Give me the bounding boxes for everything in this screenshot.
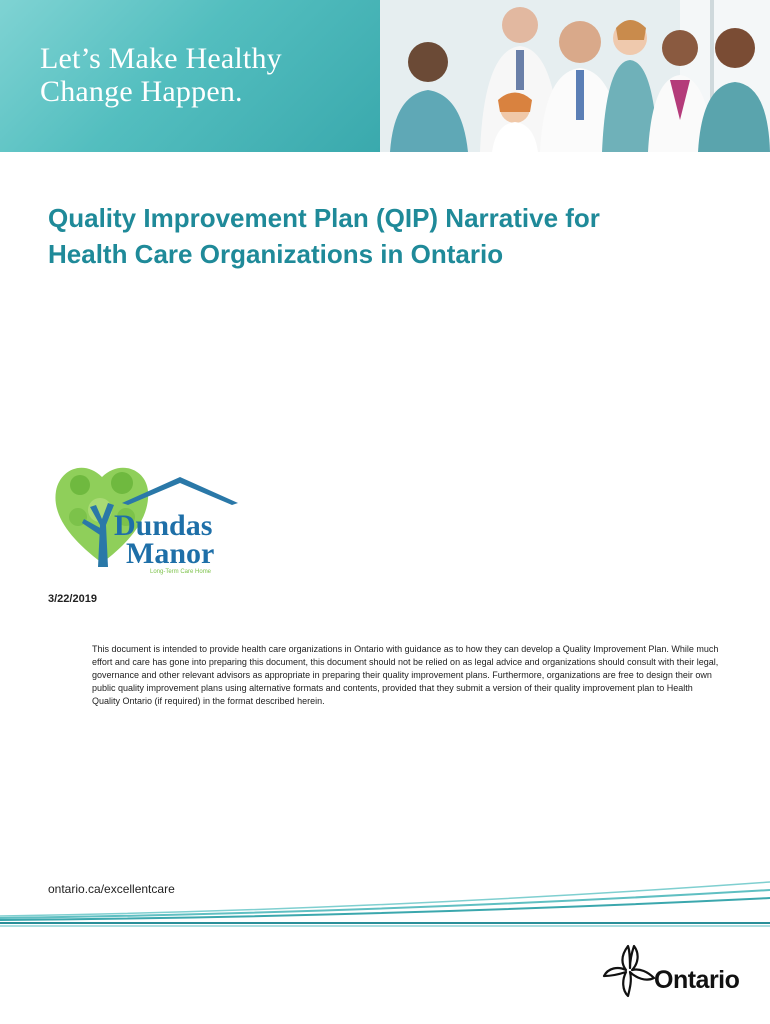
banner-tagline-panel (0, 0, 380, 152)
document-title-line-1: Quality Improvement Plan (QIP) Narrative for (48, 203, 600, 233)
header-banner (0, 0, 770, 152)
document-date: 3/22/2019 (48, 593, 97, 605)
dundas-manor-logo (50, 455, 250, 580)
banner-tagline (40, 42, 282, 108)
document-title (48, 200, 738, 272)
ontario-wordmark: Ontario (654, 966, 740, 994)
document-title-line-2: Health Care Organizations in Ontario (48, 239, 504, 269)
tagline-line-1: Let’s Make Healthy (40, 42, 282, 75)
disclaimer-paragraph: This document is intended to provide health care organizations in Ontario with guidance as to how they can develop a Quality Improvement Plan. While much effort and care has gone into preparing this document, this document should not be relied on as legal advice and organizations should consult with their legal, governance and other relevant advisors as appropriate in preparing their quality improvement plans. Furthermore, organizations are free to design their own public quality improvement plans using alternative formats and contents, provided that they submit a version of their quality improvement plan to Health Quality Ontario (if required) in the format described herein. (92, 644, 719, 706)
healthcare-team-photo (380, 0, 770, 152)
logo-name-line-2: Manor (126, 537, 215, 570)
dundas-manor-logo-graphic (50, 455, 250, 580)
logo-subtitle: Long-Term Care Home (150, 569, 212, 575)
tagline-line-2: Change Happen. (40, 75, 243, 108)
trillium-icon (600, 940, 660, 1000)
footer-url[interactable]: ontario.ca/excellentcare (48, 882, 175, 896)
logo-name-line-1: Dundas (114, 509, 213, 542)
healthcare-team-illustration (380, 0, 770, 152)
